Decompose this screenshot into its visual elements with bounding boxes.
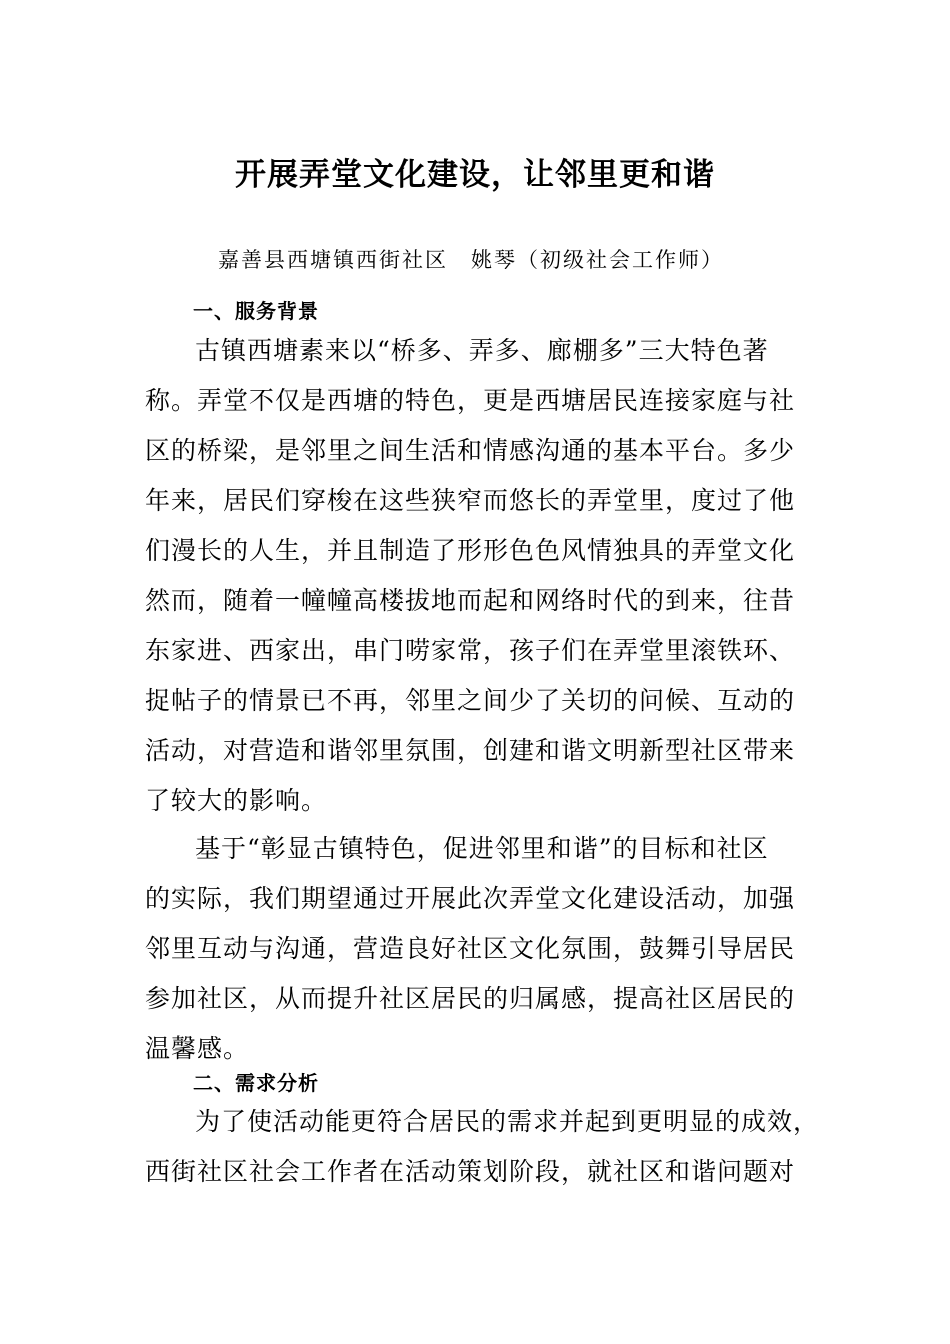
text-line: 年来，居民们穿梭在这些狭窄而悠长的弄堂里，度过了他	[145, 486, 796, 515]
paragraph-needs-analysis-1	[145, 1097, 820, 1197]
text-line: 然而，随着一幢幢高楼拔地而起和网络时代的到来，往昔	[145, 586, 796, 615]
text-line: 活动，对营造和谐邻里氛围，创建和谐文明新型社区带来	[145, 736, 796, 765]
text-line: 邻里互动与沟通，营造良好社区文化氛围，鼓舞引导居民	[145, 934, 796, 963]
text-line: 了较大的影响。	[145, 786, 328, 815]
text-line: 古镇西塘素来以“桥多、弄多、廊棚多”三大特色著	[195, 336, 769, 365]
text-line: 参加社区，从而提升社区居民的归属感，提高社区居民的	[145, 984, 796, 1013]
text-line: 称。弄堂不仅是西塘的特色，更是西塘居民连接家庭与社	[145, 386, 796, 415]
document-title: 开展弄堂文化建设，让邻里更和谐	[235, 157, 715, 193]
text-line: 为了使活动能更符合居民的需求并起到更明显的成效，	[195, 1107, 820, 1136]
author-line: 嘉善县西塘镇西街社区 姚琴（初级社会工作师）	[218, 248, 724, 272]
text-line: 的实际，我们期望通过开展此次弄堂文化建设活动，加强	[145, 884, 796, 913]
section-heading-background: 一、服务背景	[193, 299, 319, 323]
paragraph-background-2	[145, 824, 810, 1074]
text-line: 区的桥梁，是邻里之间生活和情感沟通的基本平台。多少	[145, 436, 796, 465]
text-line: 们漫长的人生，并且制造了形形色色风情独具的弄堂文化	[145, 536, 796, 565]
text-line: 温馨感。	[145, 1034, 250, 1063]
text-line: 东家进、西家出，串门唠家常，孩子们在弄堂里滚铁环、	[145, 636, 796, 665]
text-line: 捉帖子的情景已不再，邻里之间少了关切的问候、互动的	[145, 686, 796, 715]
text-line: 西街社区社会工作者在活动策划阶段，就社区和谐问题对	[145, 1157, 796, 1186]
paragraph-background-1	[145, 326, 810, 826]
text-line: 基于“彰显古镇特色，促进邻里和谐”的目标和社区	[195, 834, 769, 863]
section-heading-needs-analysis: 二、需求分析	[193, 1071, 319, 1095]
